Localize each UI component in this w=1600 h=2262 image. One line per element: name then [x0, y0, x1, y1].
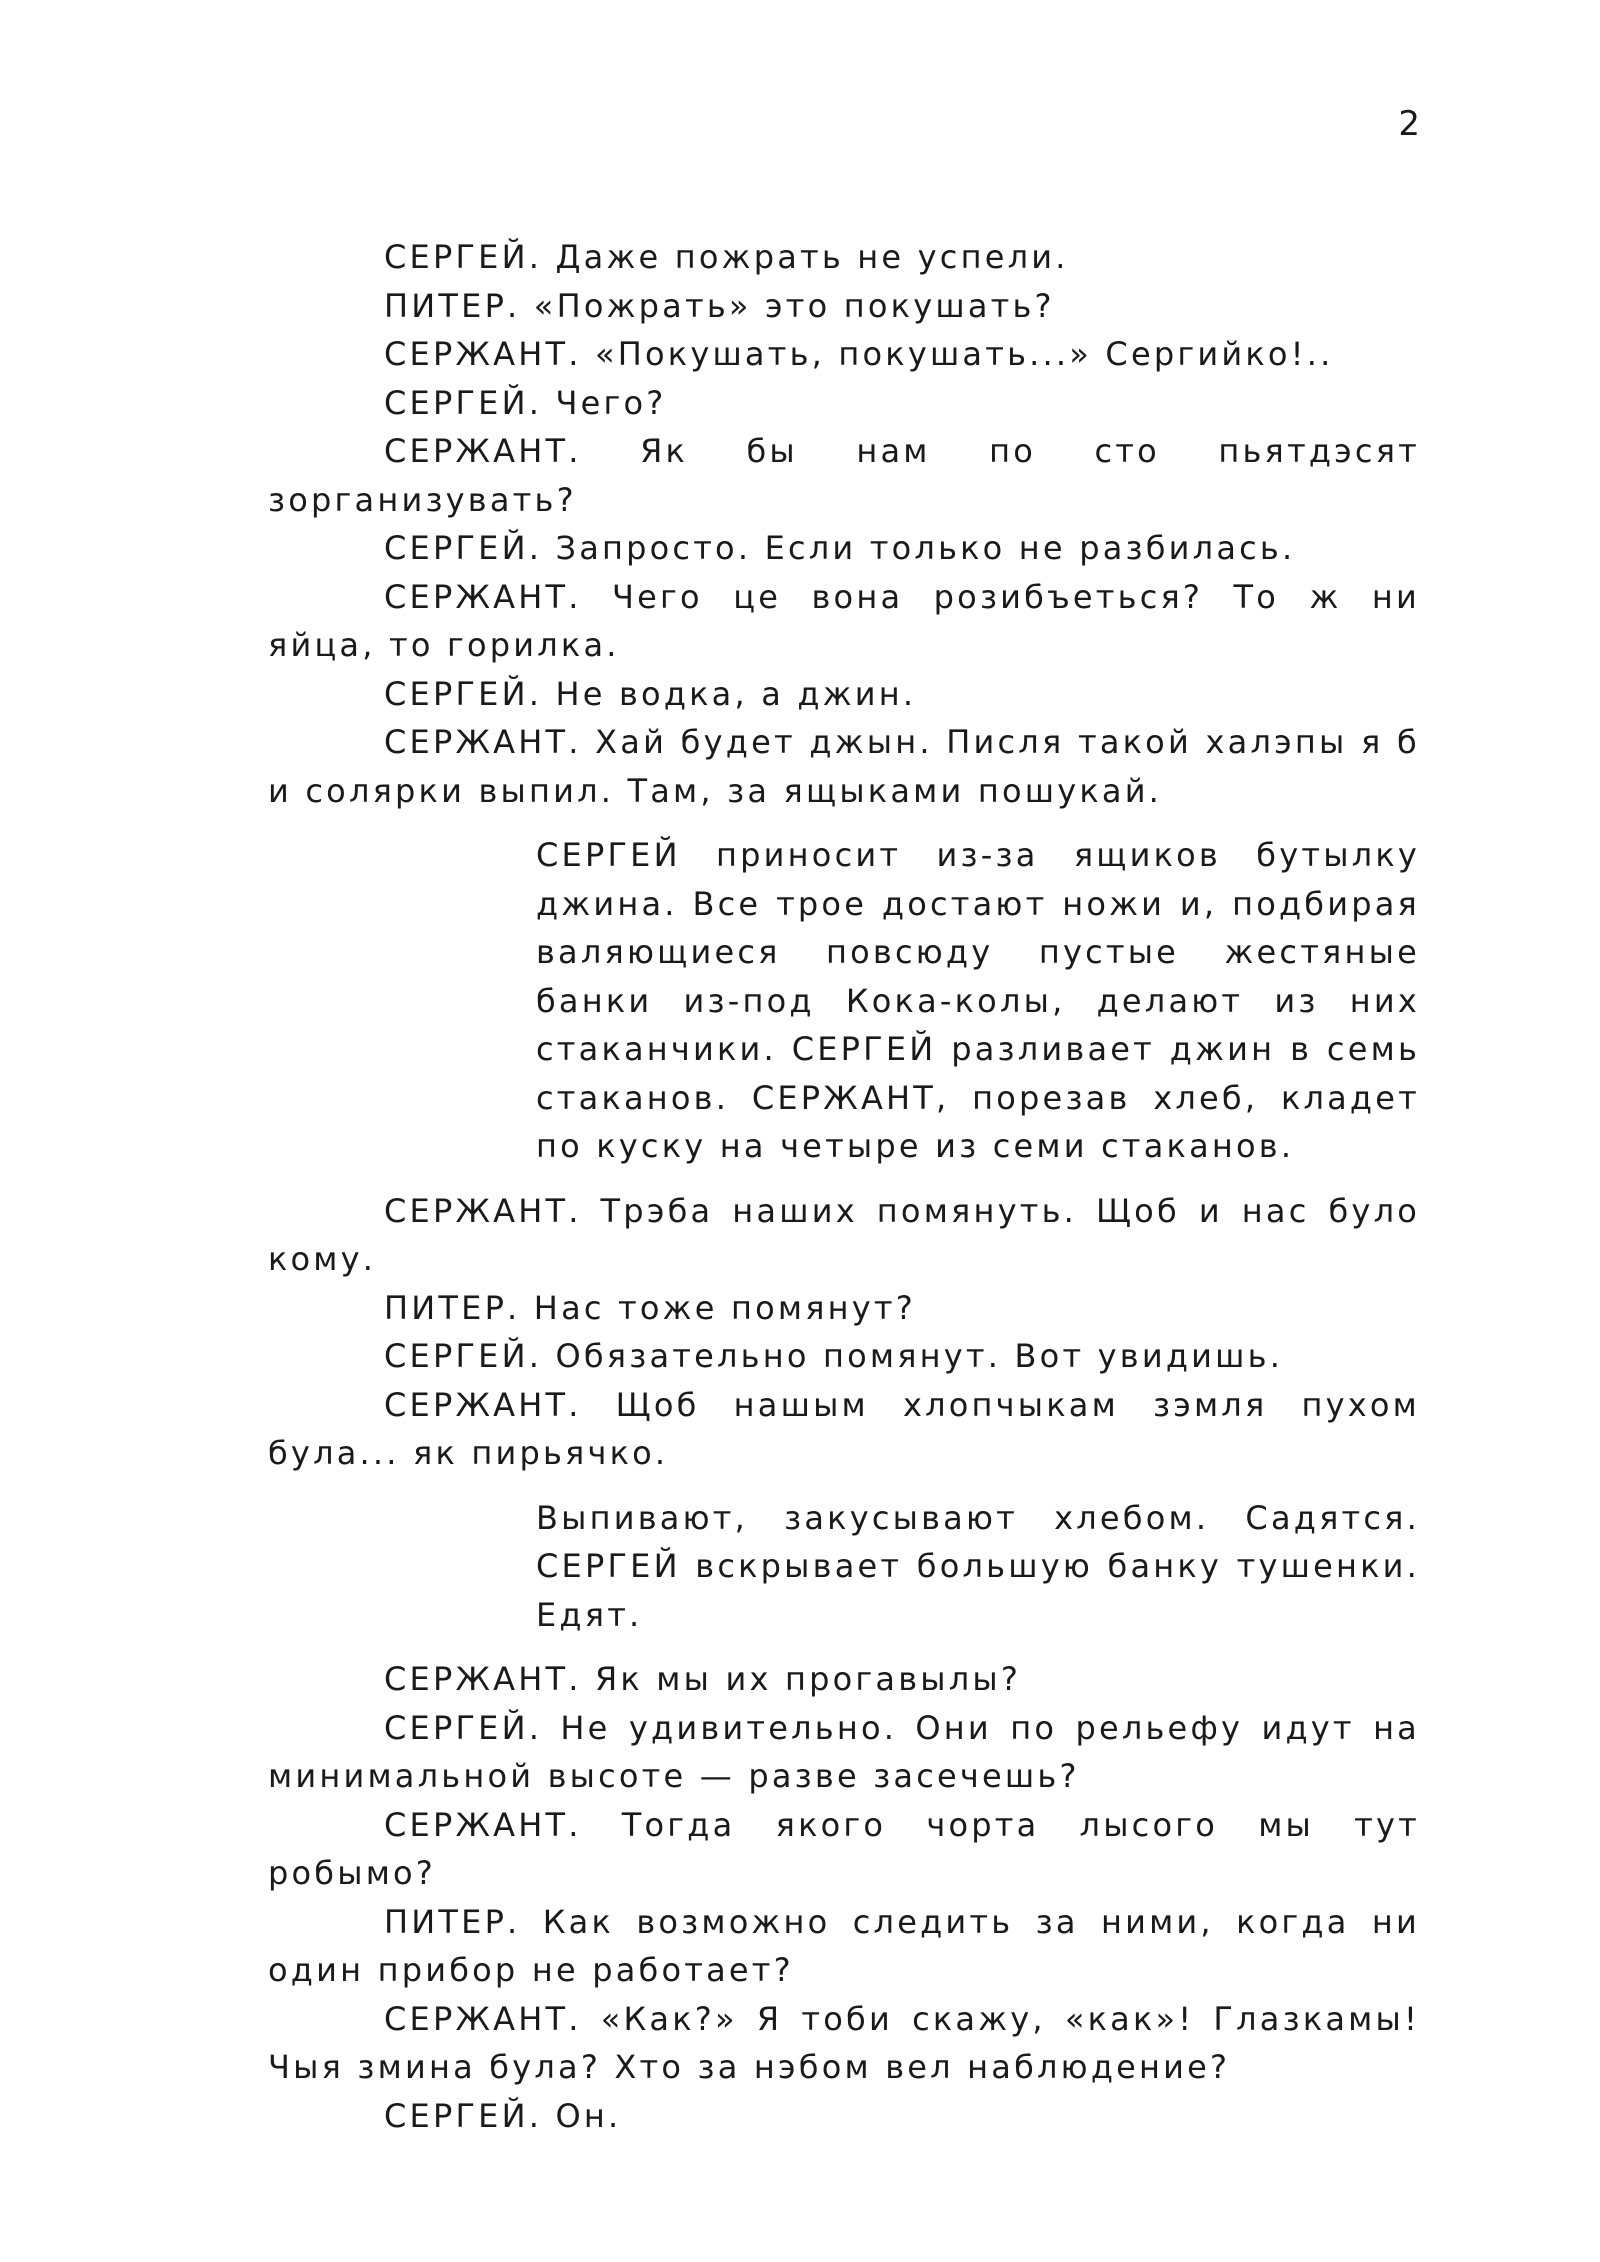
- dialogue-line: СЕРГЕЙ. Не удивительно. Они по рельефу идут на минимальной высоте — разве засечешь?: [268, 1708, 1420, 1795]
- dialogue-line: СЕРГЕЙ. Не водка, а джин.: [384, 674, 917, 713]
- dialogue-line: СЕРГЕЙ. Обязательно помянут. Вот увидишь.: [384, 1337, 1284, 1375]
- dialogue-line: СЕРЖАНТ. Як бы нам по сто пьятдэсят зорганизувать?: [268, 432, 1420, 519]
- dialogue-line: СЕРЖАНТ. «Как?» Я тоби скажу, «как»! Глазкамы! Чыя змина була? Хто за нэбом вел наблюдение?: [268, 1999, 1420, 2086]
- dialogue-line: СЕРЖАНТ. Трэба наших помянуть. Щоб и нас було кому.: [268, 1191, 1420, 1278]
- dialogue-line: СЕРГЕЙ. Он.: [384, 2096, 622, 2135]
- dialogue-line: СЕРЖАНТ. Хай будет джын. Писля такой халэпы я б и солярки выпил. Там, за ящыками пошукай.: [268, 723, 1420, 810]
- dialogue-line: ПИТЕР. Как возможно следить за ними, когда ни один прибор не работает?: [268, 1902, 1420, 1989]
- dialogue-line: СЕРЖАНТ. Щоб нашым хлопчыкам зэмля пухом була... як пирьячко.: [268, 1385, 1420, 1472]
- dialogue-line: ПИТЕР. Нас тоже помянут?: [384, 1288, 916, 1327]
- script-body: [268, 233, 1420, 2140]
- dialogue-line: СЕРГЕЙ. Запросто. Если только не разбилась.: [384, 529, 1296, 567]
- stage-direction: Выпивают, закусывают хлебом. Садятся. СЕРГЕЙ вскрывает большую банку тушенки. Едят.: [536, 1498, 1420, 1634]
- stage-direction: СЕРГЕЙ приносит из-за ящиков бутылку джина. Все трое достают ножи и, подбирая валяющиеся повсюду пустые жестяные банки из-под Кока-колы, делают из них стаканчики. СЕРГЕЙ разливает джин в семь стаканов. СЕРЖАНТ, порезав хлеб, кладет по куску на четыре из семи стаканов.: [536, 836, 1420, 1165]
- dialogue-line: СЕРЖАНТ. Чего це вона розибъеться? То ж ни яйца, то горилка.: [268, 577, 1420, 664]
- page-number: 2: [1398, 104, 1420, 144]
- dialogue-line: СЕРЖАНТ. «Покушать, покушать...» Сергийко!..: [384, 335, 1334, 373]
- dialogue-line: СЕРЖАНТ. Як мы их прогавылы?: [384, 1660, 1022, 1698]
- dialogue-line: СЕРГЕЙ. Чего?: [384, 383, 667, 422]
- dialogue-line: СЕРЖАНТ. Тогда якого чорта лысого мы тут робымо?: [268, 1805, 1420, 1892]
- dialogue-line: СЕРГЕЙ. Даже пожрать не успели.: [384, 238, 1069, 276]
- dialogue-line: ПИТЕР. «Пожрать» это покушать?: [384, 286, 1055, 325]
